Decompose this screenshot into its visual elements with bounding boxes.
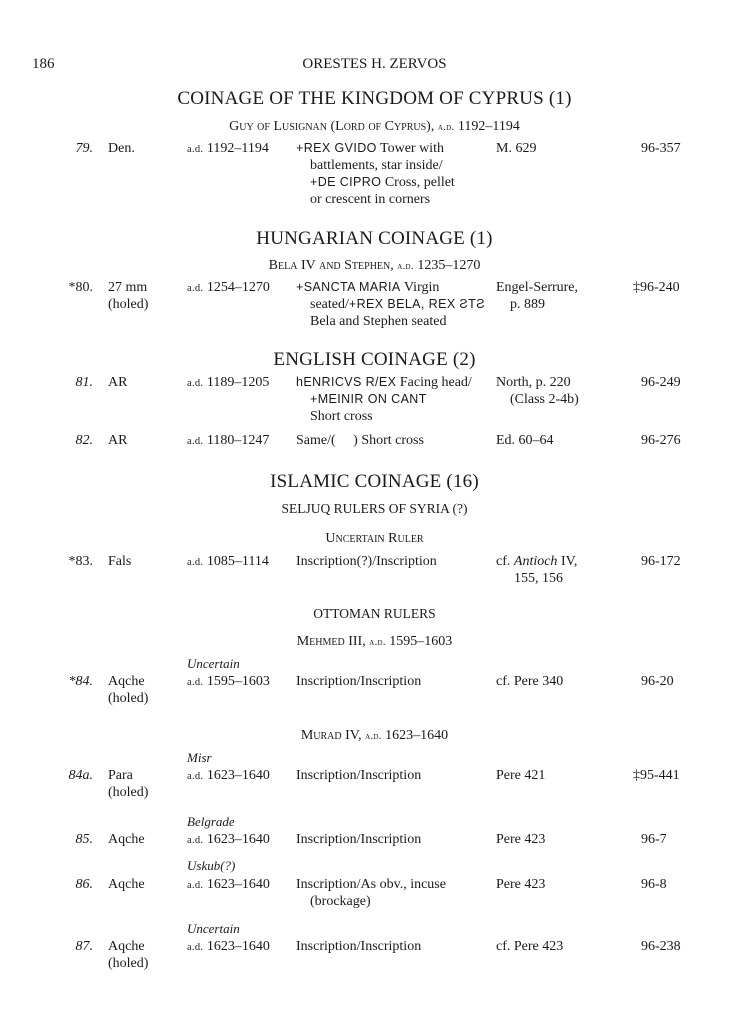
entry-mint: Belgrade [187, 814, 235, 829]
entry-legend: Inscription(?)/Inscription [296, 554, 437, 569]
ruler-era: a.d. [437, 122, 455, 133]
ruler-heading-cyprus [0, 119, 749, 135]
dates: 1623–1640 [206, 877, 270, 892]
inscription: +DE CIPRO [310, 175, 382, 189]
entry-denomination: AR [108, 433, 128, 448]
entry-legend: Inscription/Inscription [296, 939, 422, 954]
era: a.d. [187, 557, 204, 568]
section-title-england: ENGLISH COINAGE (2) [273, 349, 476, 370]
inscription: +SANCTA MARIA [296, 280, 401, 294]
entry-reference: Pere 423 [496, 877, 546, 892]
entry-reference [496, 374, 579, 408]
legend-line: Bela and Stephen seated [310, 314, 447, 329]
entry-mint: Uncertain [187, 656, 240, 671]
ruler-title: (Lord of Cyprus), [330, 119, 435, 134]
era: a.d. [187, 436, 204, 447]
entry-number: 82. [75, 433, 93, 448]
entry-legend: Inscription/Inscription [296, 768, 422, 783]
reference-prefix: cf. [496, 554, 514, 569]
era: a.d. [187, 880, 204, 891]
dates: 1189–1205 [206, 375, 270, 390]
dates: 1623–1640 [206, 939, 270, 954]
entry-date [187, 140, 269, 158]
entry-inventory: 96-172 [641, 554, 681, 569]
section-title-cyprus: COINAGE OF THE KINGDOM OF CYPRUS (1) [177, 88, 572, 109]
entry-inventory: 96-7 [641, 832, 667, 847]
reference-page: p. 889 [510, 297, 545, 312]
denomination: Aqche [108, 674, 145, 689]
entry-denomination: Aqche [108, 877, 145, 892]
era: a.d. [187, 283, 204, 294]
entry-inventory: 96-249 [641, 375, 681, 390]
ruler-name: Bela IV and Stephen, [268, 258, 394, 273]
legend-text: Cross, pellet [381, 175, 455, 190]
ruler-heading-uncertain: Uncertain Ruler [325, 531, 424, 546]
dates: 1623–1640 [206, 832, 270, 847]
entry-denomination [108, 279, 148, 313]
ruler-heading-mehmed [0, 634, 749, 650]
dates: 1085–1114 [206, 554, 269, 569]
entry-legend: Same/( ) Short cross [296, 433, 424, 448]
entry-mint: Misr [187, 750, 212, 765]
reference-volume: IV, [557, 554, 578, 569]
inscription: hENRICVS R/EX [296, 375, 397, 389]
entry-reference: Pere 423 [496, 832, 546, 847]
ruler-dates: 1192–1194 [457, 119, 520, 134]
entry-denomination [108, 673, 148, 707]
entry-inventory: 96-357 [641, 141, 681, 156]
entry-date [187, 432, 269, 450]
denomination-note: (holed) [108, 956, 149, 971]
ruler-era: a.d. [369, 637, 386, 648]
entry-number: *83. [68, 554, 93, 569]
legend-text: Facing head/ [396, 375, 472, 390]
entry-reference: cf. Pere 423 [496, 939, 564, 954]
entry-date [187, 553, 269, 571]
denomination-note: (holed) [108, 691, 149, 706]
entry-reference [496, 553, 577, 587]
entry-number: 81. [75, 375, 93, 390]
entry-inventory: 96-20 [641, 674, 674, 689]
ruler-era: a.d. [397, 261, 414, 272]
ruler-name: Guy of Lusignan [229, 119, 327, 134]
dates: 1623–1640 [206, 768, 270, 783]
entry-mint: Uskub(?) [187, 858, 236, 873]
legend-line: (brockage) [310, 894, 371, 909]
legend-line: battlements, star inside/ [310, 158, 443, 173]
ruler-era: a.d. [365, 731, 382, 742]
legend-line: Short cross [310, 409, 373, 424]
denomination-note: (holed) [108, 785, 149, 800]
dates: 1254–1270 [206, 280, 270, 295]
era: a.d. [187, 144, 204, 155]
page-number: 186 [32, 56, 55, 72]
entry-denomination: Aqche [108, 832, 145, 847]
era: a.d. [187, 835, 204, 846]
entry-number: 79. [75, 141, 93, 156]
denomination-note: (holed) [108, 297, 149, 312]
dates: 1595–1603 [206, 674, 270, 689]
entry-reference [496, 279, 578, 313]
ruler-dates: 1623–1640 [385, 728, 449, 743]
entry-date [187, 673, 270, 691]
entry-denomination: Fals [108, 554, 132, 569]
entry-number: 87. [75, 939, 93, 954]
entry-number: 85. [75, 832, 93, 847]
entry-legend [296, 374, 472, 425]
denomination: 27 mm [108, 280, 148, 295]
inscription: +MEINIR ON CANT [310, 392, 427, 406]
entry-date [187, 767, 270, 785]
entry-date [187, 938, 270, 956]
entry-date [187, 831, 270, 849]
section-title-islamic: ISLAMIC COINAGE (16) [270, 471, 479, 492]
entry-mint: Uncertain [187, 921, 240, 936]
era: a.d. [187, 677, 204, 688]
entry-number: *80. [68, 280, 93, 295]
section-title-hungary: HUNGARIAN COINAGE (1) [256, 228, 493, 249]
entry-date [187, 876, 270, 894]
legend-line: Inscription/As obv., incuse [296, 877, 446, 892]
running-head: ORESTES H. ZERVOS [302, 56, 447, 72]
legend-line: or crescent in corners [310, 192, 431, 207]
entry-date [187, 374, 269, 392]
entry-denomination [108, 767, 148, 801]
ruler-name: Murad IV, [300, 728, 362, 743]
entry-inventory: 96-8 [641, 877, 667, 892]
entry-inventory: ‡95-441 [633, 768, 680, 783]
subsection-title-seljuq: SELJUQ RULERS OF SYRIA (?) [281, 501, 468, 516]
entry-date [187, 279, 270, 297]
denomination: Para [108, 768, 133, 783]
ruler-name: Mehmed III, [296, 634, 366, 649]
entry-inventory: 96-276 [641, 433, 681, 448]
entry-legend [296, 140, 455, 208]
ruler-dates: 1235–1270 [417, 258, 481, 273]
entry-inventory: ‡96-240 [633, 280, 680, 295]
reference: North, p. 220 [496, 375, 571, 390]
ruler-dates: 1595–1603 [389, 634, 453, 649]
ruler-heading-murad [0, 728, 749, 744]
denomination: Aqche [108, 939, 145, 954]
reference-work: Antioch [513, 554, 558, 569]
reference-class: (Class 2-4b) [510, 392, 579, 407]
entry-denomination [108, 938, 148, 972]
entry-number: 86. [75, 877, 93, 892]
entry-inventory: 96-238 [641, 939, 681, 954]
entry-reference: M. 629 [496, 141, 537, 156]
entry-legend: Inscription/Inscription [296, 832, 422, 847]
legend-text: seated/ [310, 297, 349, 312]
era: a.d. [187, 771, 204, 782]
dates: 1192–1194 [206, 141, 269, 156]
subsection-title-ottoman: OTTOMAN RULERS [313, 606, 436, 621]
ruler-heading-hungary [0, 258, 749, 274]
entry-reference: Ed. 60–64 [496, 433, 554, 448]
entry-number: *84. [68, 674, 93, 689]
legend-text: Virgin [400, 280, 440, 295]
entry-reference: Pere 421 [496, 768, 546, 783]
inscription: +REX BELA, REX ƧTƧ [348, 297, 485, 311]
entry-denomination: Den. [108, 141, 135, 156]
entry-legend [296, 876, 446, 910]
legend-text: Tower with [376, 141, 444, 156]
era: a.d. [187, 378, 204, 389]
dates: 1180–1247 [206, 433, 270, 448]
reference: Engel-Serrure, [496, 280, 579, 295]
reference-numbers: 155, 156 [514, 571, 563, 586]
entry-denomination: AR [108, 375, 128, 390]
inscription: +REX GVIDO [296, 141, 377, 155]
entry-legend: Inscription/Inscription [296, 674, 422, 689]
entry-legend [296, 279, 485, 330]
era: a.d. [187, 942, 204, 953]
entry-reference: cf. Pere 340 [496, 674, 564, 689]
entry-number: 84a. [68, 768, 93, 783]
